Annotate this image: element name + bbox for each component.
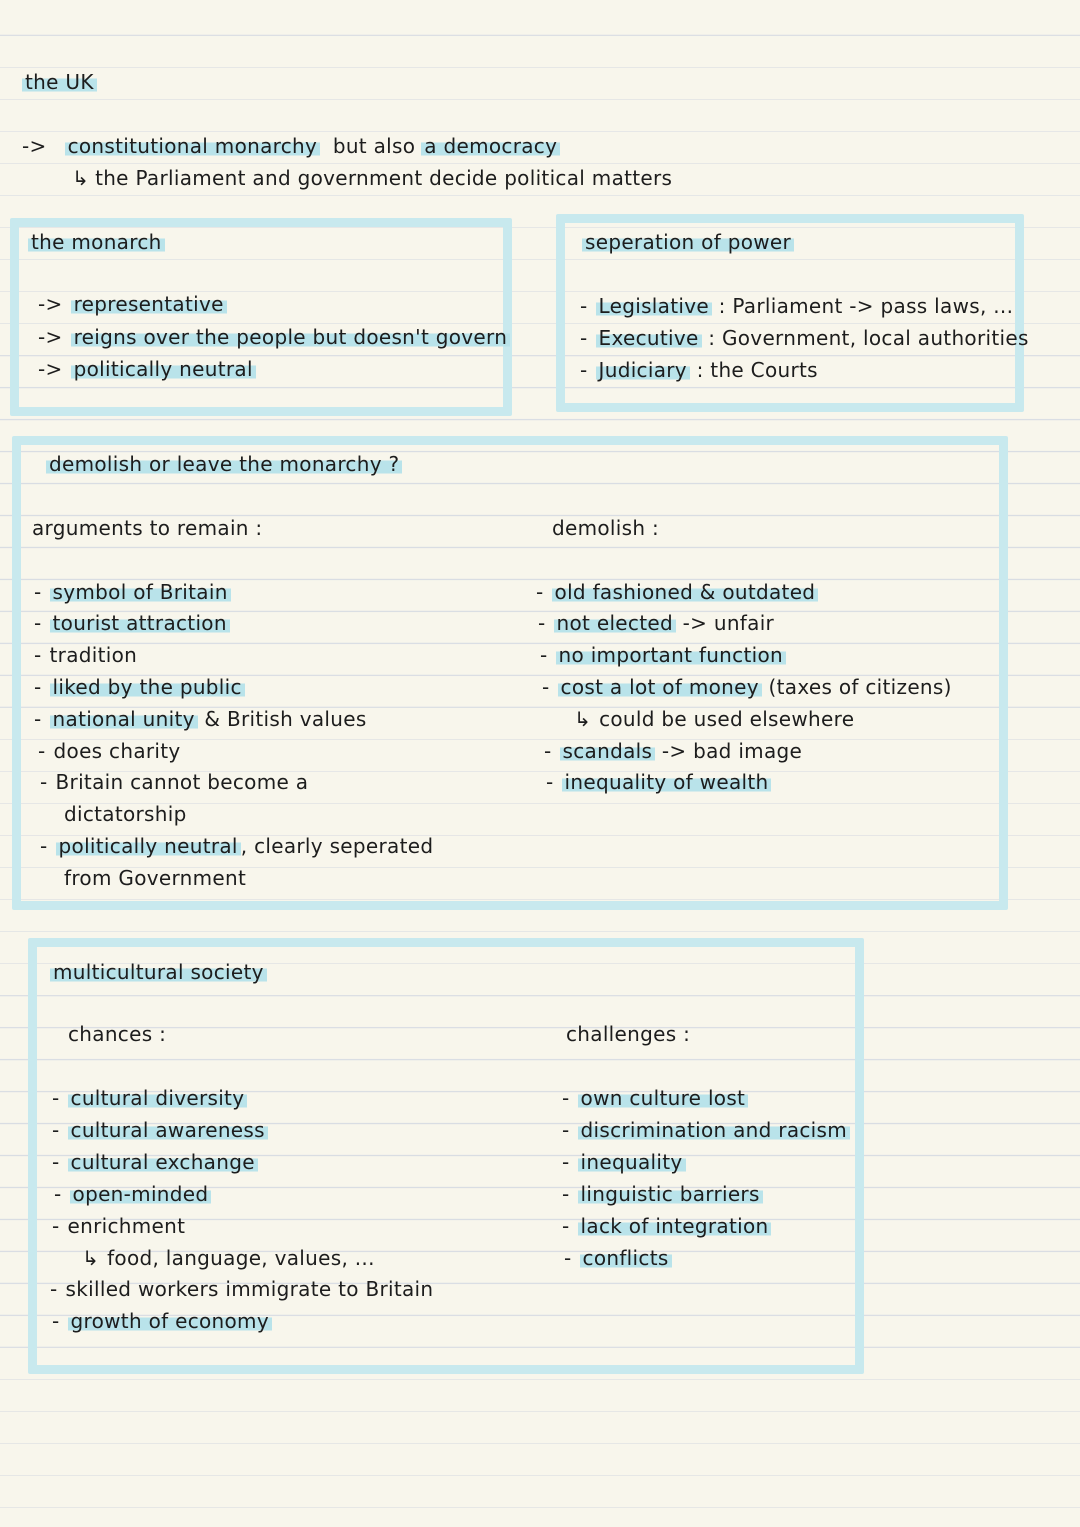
- challenges-item: - own culture lost: [562, 1086, 748, 1110]
- monarch-heading: the monarch: [28, 230, 165, 254]
- demolish-item: ↳ could be used elsewhere: [574, 707, 855, 731]
- remain-item: - politically neutral , clearly seperated: [40, 834, 434, 858]
- challenges-item: - conflicts: [564, 1246, 672, 1270]
- demolish-item: - no important function: [540, 643, 786, 667]
- challenges-item: - discrimination and racism: [562, 1118, 850, 1142]
- monarch-item: -> reigns over the people but doesn't govern: [38, 325, 510, 349]
- separation-item: - Executive : Government, local authorities: [580, 326, 1029, 350]
- separation-heading: seperation of power: [582, 230, 794, 254]
- chances-item: - cultural exchange: [52, 1150, 258, 1174]
- challenges-heading: challenges :: [566, 1022, 691, 1046]
- chances-item: - open-minded: [54, 1182, 211, 1206]
- remain-item: - does charity: [38, 739, 181, 763]
- remain-heading: arguments to remain :: [32, 516, 263, 540]
- remain-item-continued: from Government: [64, 866, 247, 890]
- multicultural-heading: multicultural society: [50, 960, 267, 984]
- remain-item: - liked by the public: [34, 675, 245, 699]
- chances-item: - cultural diversity: [52, 1086, 247, 1110]
- monarch-item: -> representative: [38, 292, 227, 316]
- chances-heading: chances :: [68, 1022, 167, 1046]
- intro-subline: ↳ the Parliament and government decide political matters: [72, 166, 673, 190]
- challenges-item: - lack of integration: [562, 1214, 771, 1238]
- separation-item: - Judiciary : the Courts: [580, 358, 818, 382]
- remain-item: - tourist attraction: [34, 611, 230, 635]
- chances-item: ↳ food, language, values, ...: [82, 1246, 375, 1270]
- separation-item: - Legislative : Parliament -> pass laws, ...: [580, 294, 1014, 318]
- chances-item: - enrichment: [52, 1214, 186, 1238]
- challenges-item: - linguistic barriers: [562, 1182, 763, 1206]
- demolish-item: - cost a lot of money (taxes of citizens): [542, 675, 952, 699]
- demolish-item: - old fashioned & outdated: [536, 580, 818, 604]
- intro-line: -> constitutional monarchy but also a democracy: [22, 134, 560, 158]
- remain-item: - Britain cannot become a: [40, 770, 309, 794]
- remain-item-continued: dictatorship: [64, 802, 187, 826]
- chances-item: - cultural awareness: [52, 1118, 268, 1142]
- demolish-item: - scandals -> bad image: [544, 739, 803, 763]
- demolish-item: - not elected -> unfair: [538, 611, 775, 635]
- remain-item: - symbol of Britain: [34, 580, 231, 604]
- monarch-item: -> politically neutral: [38, 357, 256, 381]
- demolish-heading: demolish :: [552, 516, 660, 540]
- debate-heading: demolish or leave the monarchy ?: [46, 452, 402, 476]
- chances-item: - skilled workers immigrate to Britain: [50, 1277, 434, 1301]
- demolish-item: - inequality of wealth: [546, 770, 771, 794]
- remain-item: - national unity & British values: [34, 707, 367, 731]
- challenges-item: - inequality: [562, 1150, 686, 1174]
- page-title: the UK: [22, 70, 97, 94]
- remain-item: - tradition: [34, 643, 138, 667]
- chances-item: - growth of economy: [52, 1309, 272, 1333]
